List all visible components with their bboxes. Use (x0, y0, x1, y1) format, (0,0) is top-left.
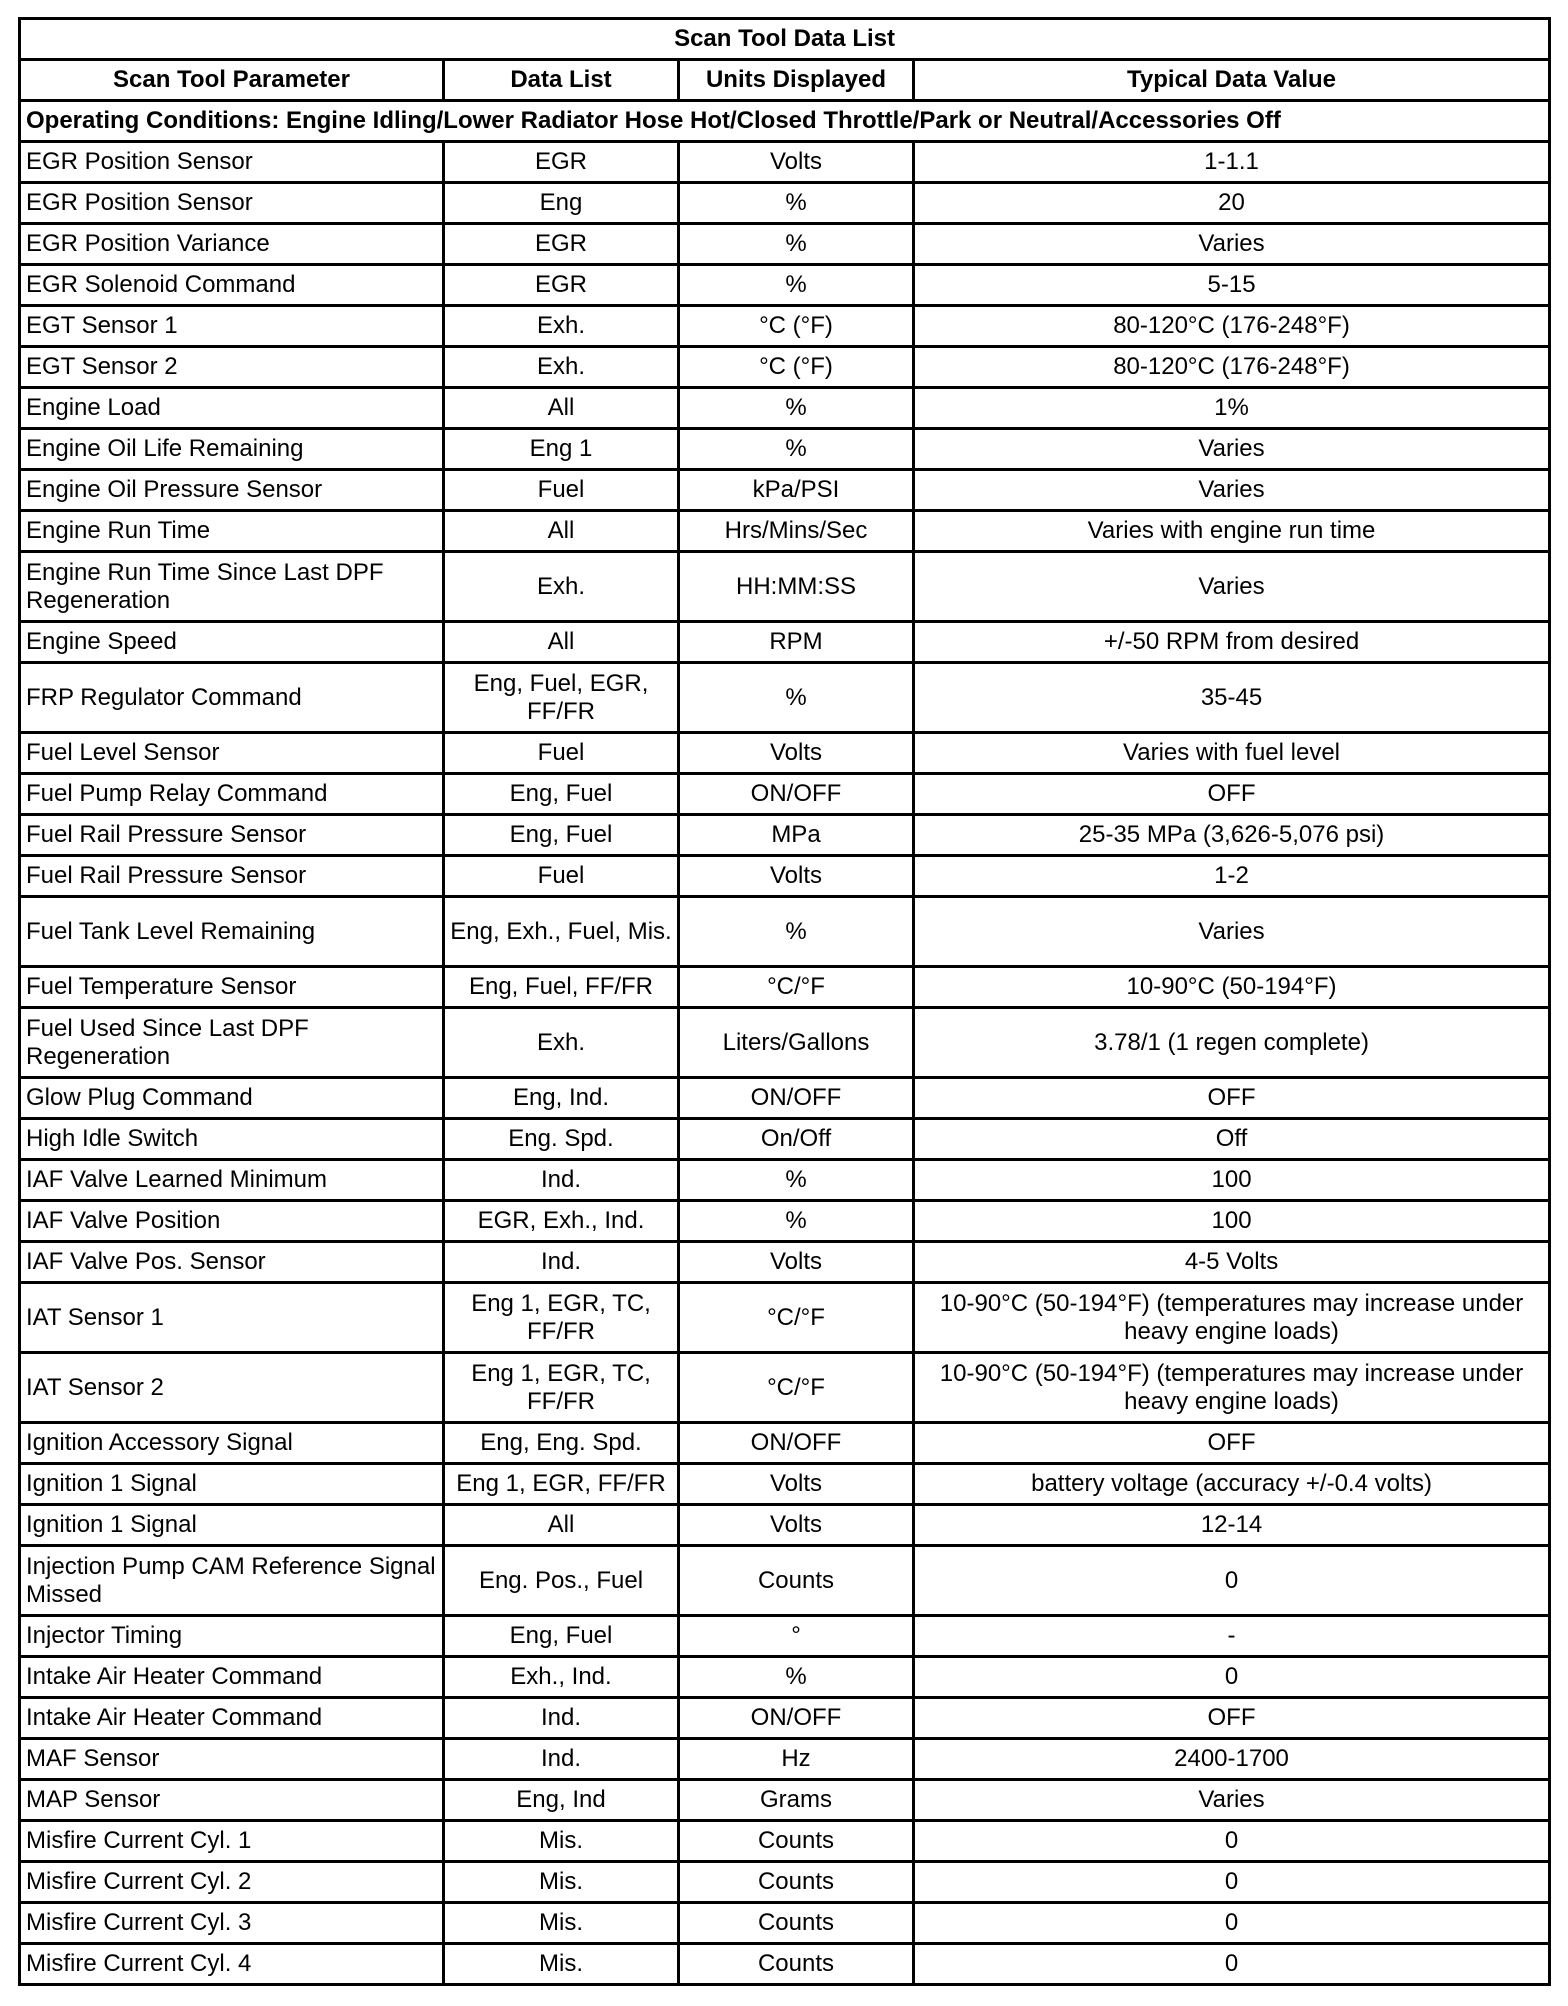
units-cell: ° (679, 1616, 914, 1657)
table-row (20, 1423, 1550, 1464)
units-cell: Volts (679, 1242, 914, 1283)
data-list-cell: Exh. (444, 306, 679, 347)
data-list-cell: Exh. (444, 1008, 679, 1078)
operating-conditions: Operating Conditions: Engine Idling/Lower Radiator Hose Hot/Closed Throttle/Park or Neutral/Accessories Off (20, 101, 1550, 142)
typical-value-cell: 1-2 (914, 856, 1550, 897)
typical-value-cell: 3.78/1 (1 regen complete) (914, 1008, 1550, 1078)
units-cell: ON/OFF (679, 774, 914, 815)
typical-value-cell: OFF (914, 774, 1550, 815)
table-row (20, 1505, 1550, 1546)
typical-value-cell: OFF (914, 1423, 1550, 1464)
typical-value-cell: 5-15 (914, 265, 1550, 306)
table-row (20, 1160, 1550, 1201)
typical-value-cell: Varies with fuel level (914, 733, 1550, 774)
data-list-cell: EGR (444, 142, 679, 183)
units-cell: % (679, 1160, 914, 1201)
table-row (20, 1283, 1550, 1353)
parameter-cell: MAF Sensor (20, 1739, 444, 1780)
parameter-cell: Fuel Tank Level Remaining (20, 897, 444, 967)
units-cell: °C/°F (679, 1353, 914, 1423)
parameter-cell: IAF Valve Position (20, 1201, 444, 1242)
parameter-cell: IAF Valve Learned Minimum (20, 1160, 444, 1201)
typical-value-cell: Varies (914, 470, 1550, 511)
parameter-cell: Ignition Accessory Signal (20, 1423, 444, 1464)
typical-value-cell: Varies with engine run time (914, 511, 1550, 552)
units-cell: °C/°F (679, 967, 914, 1008)
data-list-cell: Eng. Pos., Fuel (444, 1546, 679, 1616)
parameter-cell: Misfire Current Cyl. 4 (20, 1944, 444, 1985)
parameter-cell: EGT Sensor 2 (20, 347, 444, 388)
typical-value-cell: 12-14 (914, 1505, 1550, 1546)
table-row (20, 774, 1550, 815)
typical-value-cell: 20 (914, 183, 1550, 224)
units-cell: kPa/PSI (679, 470, 914, 511)
parameter-cell: IAF Valve Pos. Sensor (20, 1242, 444, 1283)
typical-value-cell: 80-120°C (176-248°F) (914, 306, 1550, 347)
units-cell: °C/°F (679, 1283, 914, 1353)
table-row (20, 347, 1550, 388)
table-row (20, 622, 1550, 663)
table-row (20, 1780, 1550, 1821)
parameter-cell: IAT Sensor 1 (20, 1283, 444, 1353)
data-list-cell: All (444, 622, 679, 663)
data-list-cell: Fuel (444, 470, 679, 511)
typical-value-cell: - (914, 1616, 1550, 1657)
parameter-cell: EGR Position Sensor (20, 142, 444, 183)
parameter-cell: Misfire Current Cyl. 1 (20, 1821, 444, 1862)
parameter-cell: Intake Air Heater Command (20, 1657, 444, 1698)
units-cell: % (679, 183, 914, 224)
parameter-cell: Ignition 1 Signal (20, 1464, 444, 1505)
data-list-cell: Eng (444, 183, 679, 224)
table-row (20, 1657, 1550, 1698)
units-cell: Hz (679, 1739, 914, 1780)
data-list-cell: Eng, Exh., Fuel, Mis. (444, 897, 679, 967)
typical-value-cell: 0 (914, 1862, 1550, 1903)
table-row (20, 511, 1550, 552)
typical-value-cell: 100 (914, 1201, 1550, 1242)
typical-value-cell: 10-90°C (50-194°F) (temperatures may increase under heavy engine loads) (914, 1353, 1550, 1423)
scan-tool-data-table (18, 17, 1551, 1986)
data-list-cell: Exh., Ind. (444, 1657, 679, 1698)
typical-value-cell: 10-90°C (50-194°F) (914, 967, 1550, 1008)
table-row (20, 815, 1550, 856)
typical-value-cell: 25-35 MPa (3,626-5,076 psi) (914, 815, 1550, 856)
units-cell: RPM (679, 622, 914, 663)
units-cell: Grams (679, 1780, 914, 1821)
table-title: Scan Tool Data List (20, 19, 1550, 60)
column-header-parameter: Scan Tool Parameter (20, 60, 444, 101)
units-cell: Counts (679, 1546, 914, 1616)
typical-value-cell: battery voltage (accuracy +/-0.4 volts) (914, 1464, 1550, 1505)
parameter-cell: Intake Air Heater Command (20, 1698, 444, 1739)
data-list-cell: Ind. (444, 1698, 679, 1739)
units-cell: Volts (679, 856, 914, 897)
table-row (20, 306, 1550, 347)
data-list-cell: Eng 1 (444, 429, 679, 470)
data-list-cell: Ind. (444, 1160, 679, 1201)
typical-value-cell: 0 (914, 1944, 1550, 1985)
table-row (20, 663, 1550, 733)
typical-value-cell: Off (914, 1119, 1550, 1160)
parameter-cell: Fuel Temperature Sensor (20, 967, 444, 1008)
units-cell: Volts (679, 1464, 914, 1505)
units-cell: Counts (679, 1903, 914, 1944)
typical-value-cell: 1-1.1 (914, 142, 1550, 183)
parameter-cell: MAP Sensor (20, 1780, 444, 1821)
table-title-row (20, 19, 1550, 60)
data-list-cell: All (444, 388, 679, 429)
data-list-cell: Mis. (444, 1903, 679, 1944)
data-list-cell: Eng 1, EGR, FF/FR (444, 1464, 679, 1505)
data-list-cell: Eng. Spd. (444, 1119, 679, 1160)
parameter-cell: EGR Solenoid Command (20, 265, 444, 306)
data-list-cell: Eng, Fuel (444, 815, 679, 856)
units-cell: % (679, 265, 914, 306)
parameter-cell: Glow Plug Command (20, 1078, 444, 1119)
parameter-cell: High Idle Switch (20, 1119, 444, 1160)
units-cell: Counts (679, 1862, 914, 1903)
units-cell: Liters/Gallons (679, 1008, 914, 1078)
typical-value-cell: +/-50 RPM from desired (914, 622, 1550, 663)
table-row (20, 1944, 1550, 1985)
units-cell: ON/OFF (679, 1423, 914, 1464)
units-cell: ON/OFF (679, 1698, 914, 1739)
column-header-typical-value: Typical Data Value (914, 60, 1550, 101)
units-cell: Volts (679, 1505, 914, 1546)
table-row (20, 1008, 1550, 1078)
parameter-cell: Misfire Current Cyl. 3 (20, 1903, 444, 1944)
typical-value-cell: 35-45 (914, 663, 1550, 733)
units-cell: Volts (679, 142, 914, 183)
data-list-cell: Eng, Fuel (444, 774, 679, 815)
parameter-cell: Engine Run Time (20, 511, 444, 552)
table-row (20, 388, 1550, 429)
typical-value-cell: Varies (914, 224, 1550, 265)
parameter-cell: Fuel Level Sensor (20, 733, 444, 774)
typical-value-cell: Varies (914, 897, 1550, 967)
table-header-row (20, 60, 1550, 101)
units-cell: Counts (679, 1821, 914, 1862)
units-cell: °C (°F) (679, 306, 914, 347)
typical-value-cell: 1% (914, 388, 1550, 429)
parameter-cell: Engine Oil Life Remaining (20, 429, 444, 470)
data-list-cell: Eng, Fuel, FF/FR (444, 967, 679, 1008)
parameter-cell: Fuel Rail Pressure Sensor (20, 856, 444, 897)
table-row (20, 552, 1550, 622)
parameter-cell: Engine Load (20, 388, 444, 429)
table-row (20, 142, 1550, 183)
table-row (20, 1078, 1550, 1119)
data-list-cell: Eng, Eng. Spd. (444, 1423, 679, 1464)
data-list-cell: Ind. (444, 1739, 679, 1780)
data-list-cell: Fuel (444, 733, 679, 774)
data-list-cell: Eng, Ind. (444, 1078, 679, 1119)
scan-tool-document (18, 17, 1548, 1986)
units-cell: % (679, 388, 914, 429)
typical-value-cell: 10-90°C (50-194°F) (temperatures may increase under heavy engine loads) (914, 1283, 1550, 1353)
table-row (20, 1119, 1550, 1160)
units-cell: °C (°F) (679, 347, 914, 388)
parameter-cell: Fuel Pump Relay Command (20, 774, 444, 815)
table-row (20, 224, 1550, 265)
table-row (20, 1862, 1550, 1903)
parameter-cell: Fuel Used Since Last DPF Regeneration (20, 1008, 444, 1078)
units-cell: % (679, 1201, 914, 1242)
data-list-cell: Eng 1, EGR, TC, FF/FR (444, 1283, 679, 1353)
table-body (20, 142, 1550, 1985)
data-list-cell: EGR (444, 224, 679, 265)
typical-value-cell: 80-120°C (176-248°F) (914, 347, 1550, 388)
typical-value-cell: 2400-1700 (914, 1739, 1550, 1780)
table-row (20, 1353, 1550, 1423)
table-row (20, 1464, 1550, 1505)
data-list-cell: Mis. (444, 1862, 679, 1903)
operating-conditions-row (20, 101, 1550, 142)
table-row (20, 1821, 1550, 1862)
data-list-cell: All (444, 1505, 679, 1546)
table-row (20, 856, 1550, 897)
units-cell: % (679, 224, 914, 265)
parameter-cell: IAT Sensor 2 (20, 1353, 444, 1423)
data-list-cell: Exh. (444, 347, 679, 388)
table-row (20, 1903, 1550, 1944)
typical-value-cell: OFF (914, 1078, 1550, 1119)
units-cell: % (679, 897, 914, 967)
typical-value-cell: Varies (914, 1780, 1550, 1821)
table-row (20, 470, 1550, 511)
parameter-cell: Engine Oil Pressure Sensor (20, 470, 444, 511)
data-list-cell: Eng 1, EGR, TC, FF/FR (444, 1353, 679, 1423)
table-row (20, 733, 1550, 774)
typical-value-cell: 0 (914, 1546, 1550, 1616)
parameter-cell: Engine Speed (20, 622, 444, 663)
parameter-cell: EGR Position Variance (20, 224, 444, 265)
data-list-cell: Mis. (444, 1944, 679, 1985)
table-row (20, 429, 1550, 470)
data-list-cell: Ind. (444, 1242, 679, 1283)
parameter-cell: Engine Run Time Since Last DPF Regeneration (20, 552, 444, 622)
parameter-cell: Misfire Current Cyl. 2 (20, 1862, 444, 1903)
parameter-cell: Injector Timing (20, 1616, 444, 1657)
units-cell: % (679, 429, 914, 470)
table-row (20, 1698, 1550, 1739)
data-list-cell: Eng, Fuel (444, 1616, 679, 1657)
data-list-cell: Mis. (444, 1821, 679, 1862)
units-cell: % (679, 663, 914, 733)
typical-value-cell: 0 (914, 1821, 1550, 1862)
table-row (20, 897, 1550, 967)
table-row (20, 1201, 1550, 1242)
typical-value-cell: OFF (914, 1698, 1550, 1739)
column-header-data-list: Data List (444, 60, 679, 101)
table-row (20, 1739, 1550, 1780)
typical-value-cell: 0 (914, 1657, 1550, 1698)
units-cell: ON/OFF (679, 1078, 914, 1119)
data-list-cell: All (444, 511, 679, 552)
parameter-cell: EGR Position Sensor (20, 183, 444, 224)
table-row (20, 1546, 1550, 1616)
units-cell: HH:MM:SS (679, 552, 914, 622)
units-cell: Counts (679, 1944, 914, 1985)
typical-value-cell: Varies (914, 552, 1550, 622)
typical-value-cell: 4-5 Volts (914, 1242, 1550, 1283)
table-row (20, 265, 1550, 306)
units-cell: MPa (679, 815, 914, 856)
parameter-cell: Ignition 1 Signal (20, 1505, 444, 1546)
parameter-cell: EGT Sensor 1 (20, 306, 444, 347)
units-cell: % (679, 1657, 914, 1698)
typical-value-cell: Varies (914, 429, 1550, 470)
data-list-cell: EGR (444, 265, 679, 306)
data-list-cell: Fuel (444, 856, 679, 897)
table-row (20, 967, 1550, 1008)
table-row (20, 183, 1550, 224)
table-row (20, 1616, 1550, 1657)
data-list-cell: EGR, Exh., Ind. (444, 1201, 679, 1242)
units-cell: Volts (679, 733, 914, 774)
data-list-cell: Eng, Ind (444, 1780, 679, 1821)
parameter-cell: Injection Pump CAM Reference Signal Missed (20, 1546, 444, 1616)
column-header-units: Units Displayed (679, 60, 914, 101)
parameter-cell: Fuel Rail Pressure Sensor (20, 815, 444, 856)
parameter-cell: FRP Regulator Command (20, 663, 444, 733)
typical-value-cell: 100 (914, 1160, 1550, 1201)
units-cell: On/Off (679, 1119, 914, 1160)
units-cell: Hrs/Mins/Sec (679, 511, 914, 552)
typical-value-cell: 0 (914, 1903, 1550, 1944)
data-list-cell: Exh. (444, 552, 679, 622)
data-list-cell: Eng, Fuel, EGR, FF/FR (444, 663, 679, 733)
table-row (20, 1242, 1550, 1283)
